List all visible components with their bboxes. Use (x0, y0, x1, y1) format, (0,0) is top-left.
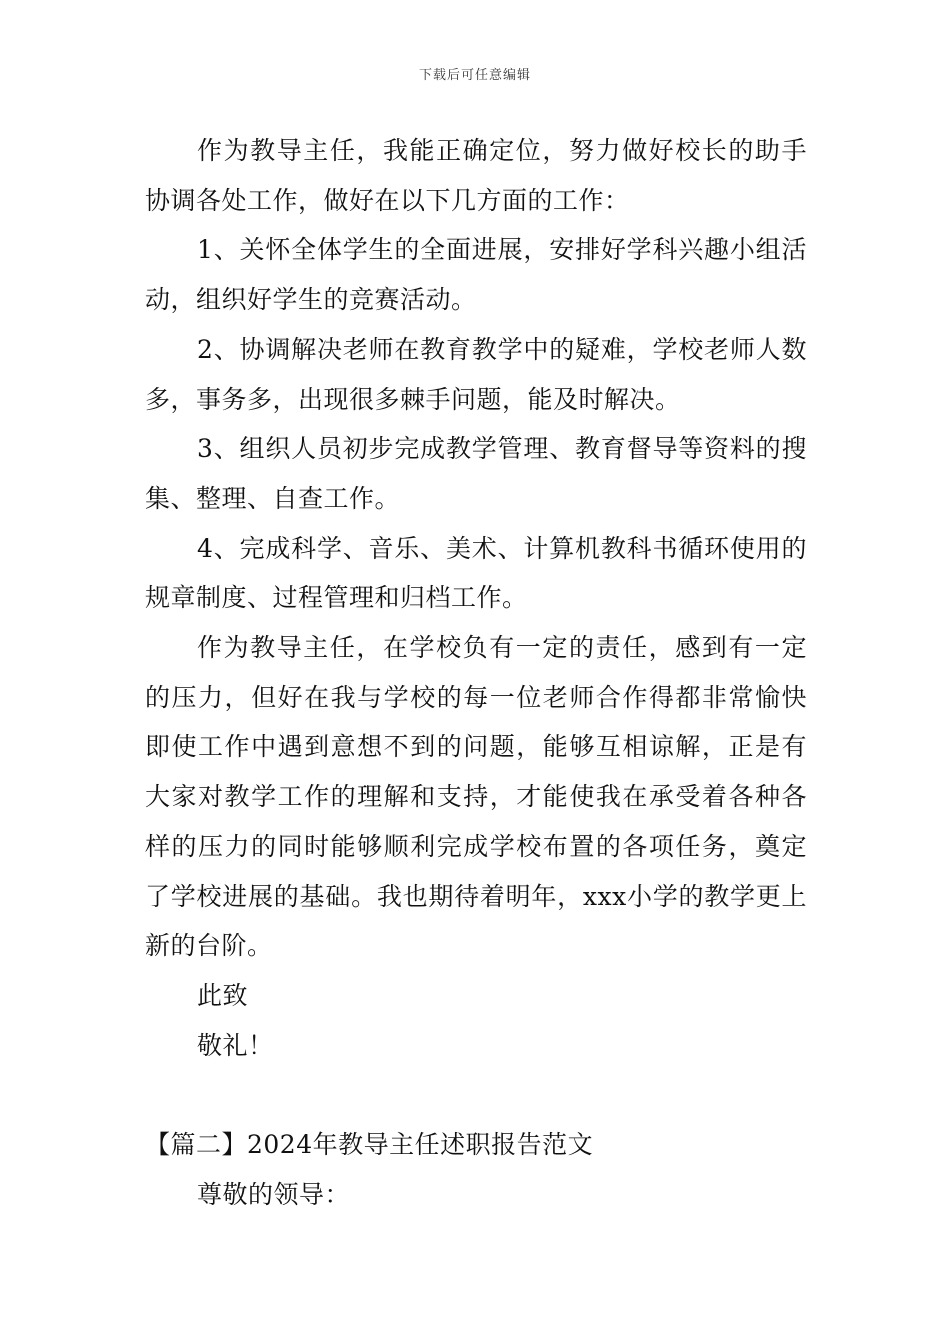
paragraph-item-1: 1、关怀全体学生的全面进展，安排好学科兴趣小组活动，组织好学生的竞赛活动。 (145, 235, 807, 315)
section-title: 【篇二】2024年教导主任述职报告范文 (145, 1130, 594, 1160)
section-gap (145, 1070, 807, 1120)
document-body (145, 126, 807, 1220)
closing-jingli: 敬礼！ (197, 1030, 274, 1060)
paragraph-item-4: 4、完成科学、音乐、美术、计算机教科书循环使用的规章制度、过程管理和归档工作。 (145, 533, 807, 613)
paragraph-intro: 作为教导主任，我能正确定位，努力做好校长的助手协调各处工作，做好在以下几方面的工作： (145, 136, 807, 215)
salutation: 尊敬的领导： (197, 1180, 351, 1210)
paragraph-summary: 作为教导主任，在学校负有一定的责任，感到有一定的压力，但好在我与学校的每一位老师合作得都非常愉快即使工作中遇到意想不到的问题，能够互相谅解，正是有大家对教学工作的理解和支持，才能使我在承受着各种各样的压力的同时能够顺利完成学校布置的各项任务，奠定了学校进展的基础。我也期待着明年，xxx小学的教学更上新的台阶。 (145, 633, 807, 961)
closing-cizhi: 此致 (197, 980, 249, 1010)
paragraph-item-3: 3、组织人员初步完成教学管理、教育督导等资料的搜集、整理、自查工作。 (145, 434, 807, 513)
paragraph-item-2: 2、协调解决老师在教育教学中的疑难，学校老师人数多，事务多，出现很多棘手问题，能及时解决。 (145, 334, 807, 414)
page-header-note: 下载后可任意编辑 (418, 68, 531, 83)
